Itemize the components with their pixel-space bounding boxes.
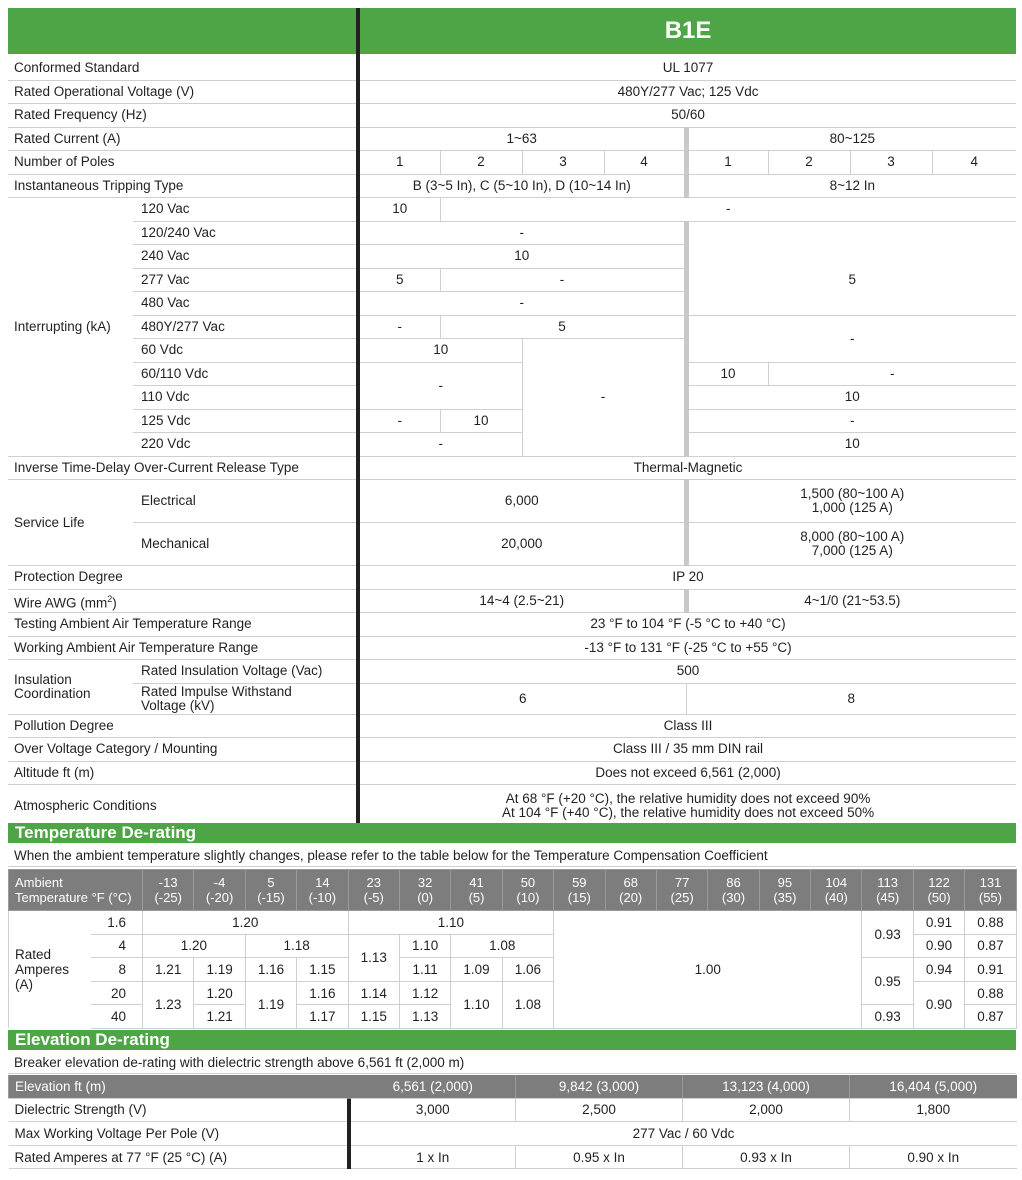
int-value: - [358,292,686,316]
insulation-label [8,660,133,715]
specification-table [8,8,1016,827]
voltage-125vdc: 125 Vdc [133,409,358,433]
int-value: 10 [358,339,522,363]
coef-cell: 0.93 [862,1005,913,1029]
coef-cell: 1.21 [143,958,194,982]
tripping-label: Instantaneous Tripping Type [8,174,358,198]
coef-cell: 0.87 [965,1005,1016,1029]
int-value: - [768,362,1016,386]
elevation-level: 6,561 (2,000) [349,1075,516,1098]
working-temp-label: Working Ambient Air Temperature Range [8,636,358,660]
pole-cell: 1 [686,151,768,175]
elevation-level: 13,123 (4,000) [683,1075,850,1098]
protection-label: Protection Degree [8,566,358,590]
electrical-high-line1: 1,500 (80~100 A) [800,486,905,501]
release-type-value: Thermal-Magnetic [358,456,1016,480]
coef-cell: 1.09 [451,958,502,982]
max-voltage-label: Max Working Voltage Per Pole (V) [9,1122,349,1146]
testing-temp-value: 23 °F to 104 °F (-5 °C to +40 °C) [358,613,1016,637]
tripping-high: 8~12 In [686,174,1016,198]
mechanical-high-line1: 8,000 (80~100 A) [800,529,905,544]
pollution-value: Class III [358,714,1016,738]
rated-amps-label: Rated Amperes at 77 °F (25 °C) (A) [9,1145,349,1169]
int-blank [686,221,1016,245]
coef-cell: 1.16 [245,958,296,982]
max-voltage-value: 277 Vac / 60 Vdc [349,1122,1017,1146]
tripping-low: B (3~5 In), C (5~10 In), D (10~14 In) [358,174,686,198]
coef-cell: 1.10 [399,934,450,958]
int-value: - [522,339,686,457]
temp-col: 23 (-5) [348,870,399,911]
atmospheric-value [358,785,1016,828]
temp-col: 86 (30) [708,870,759,911]
voltage-220vdc: 220 Vdc [133,433,358,457]
rated-amps-value: 0.93 x In [683,1145,850,1169]
temperature-note: When the ambient temperature slightly changes, please refer to the table below for the Temperature Compensation Coefficient [8,845,1016,867]
int-value: - [358,315,440,339]
coef-cell: 1.15 [348,1005,399,1029]
int-value: 10 [358,198,440,222]
mechanical-label: Mechanical [133,523,358,566]
rated-frequency-value: 50/60 [358,104,1016,128]
pole-cell: 3 [850,151,932,175]
insulation-label-line1: Insulation [14,671,72,687]
rated-amps-value: 0.90 x In [850,1145,1017,1169]
coef-cell: 0.91 [913,911,964,935]
working-temp-value: -13 °F to 131 °F (-25 °C to +55 °C) [358,636,1016,660]
coef-cell: 1.20 [143,911,349,935]
int-value: - [440,268,686,292]
temp-col: 77 (25) [656,870,707,911]
coef-cell: 0.93 [862,911,913,958]
int-value: 5 [358,268,440,292]
pole-cell: 2 [440,151,522,175]
electrical-high [686,480,1016,523]
int-value: - [686,409,1016,433]
model-title: B1E [358,8,1016,56]
int-value: 5 [440,315,686,339]
elevation-derating-table [8,1075,1017,1169]
insulation-label-line2: Coordination [14,685,91,701]
mechanical-low: 20,000 [358,523,686,566]
mechanical-high [686,523,1016,566]
rated-amps-value: 0.95 x In [516,1145,683,1169]
int-value: - [358,362,522,409]
dielectric-value: 1,800 [850,1098,1017,1122]
int-value: - [358,221,686,245]
voltage-120vac: 120 Vac [133,198,358,222]
dielectric-value: 3,000 [349,1098,516,1122]
coef-cell: 1.12 [399,981,450,1005]
temp-col: 59 (15) [554,870,605,911]
amp-value: 40 [91,1005,143,1029]
coef-cell: 1.15 [297,958,348,982]
ambient-header [9,870,143,911]
int-value: 10 [686,362,768,386]
overvoltage-value: Class III / 35 mm DIN rail [358,738,1016,762]
header-blank [8,8,358,56]
voltage-277vac: 277 Vac [133,268,358,292]
pole-cell: 3 [522,151,604,175]
int-value: 10 [686,386,1016,410]
impulse-label-line2: Voltage (kV) [141,697,215,713]
service-life-label: Service Life [8,480,133,566]
pole-cell: 1 [358,151,440,175]
temp-col: 5 (-15) [245,870,296,911]
coef-cell: 1.19 [245,981,296,1028]
rated-insulation-value: 500 [358,660,1016,684]
impulse-high: 8 [686,683,1016,714]
coef-cell: 1.13 [399,1005,450,1029]
impulse-label-line1: Rated Impulse Withstand [141,683,292,699]
amp-value: 20 [91,981,143,1005]
rated-amps-value: 1 x In [349,1145,516,1169]
interrupting-label: Interrupting (kA) [8,198,133,457]
int-value: 10 [358,245,686,269]
voltage-110vdc: 110 Vdc [133,386,358,410]
dielectric-label: Dielectric Strength (V) [9,1098,349,1122]
rated-insulation-label: Rated Insulation Voltage (Vac) [133,660,358,684]
mechanical-high-line2: 7,000 (125 A) [811,543,893,558]
atmospheric-label: Atmospheric Conditions [8,785,358,828]
temp-col: 131 (55) [965,870,1016,911]
coef-cell: 1.23 [143,981,194,1028]
coef-cell: 1.14 [348,981,399,1005]
elevation-level: 9,842 (3,000) [516,1075,683,1098]
coef-cell: 1.11 [399,958,450,982]
rated-amperes-label: Rated Amperes (A) [9,911,91,1029]
pole-cell: 2 [768,151,850,175]
coef-cell: 1.10 [348,911,554,935]
coef-cell: 1.16 [297,981,348,1005]
int-value: - [440,198,1016,222]
dielectric-value: 2,500 [516,1098,683,1122]
conformed-standard-value: UL 1077 [358,56,1016,81]
temp-col: 14 (-10) [297,870,348,911]
coef-cell: 0.88 [965,911,1016,935]
coef-cell: 0.90 [913,981,964,1028]
coef-cell: 1.20 [143,934,246,958]
wire-label-close: ) [112,595,117,610]
temp-col: 122 (50) [913,870,964,911]
temp-col: 95 (35) [759,870,810,911]
pole-cell: 4 [604,151,686,175]
temp-col: 104 (40) [811,870,862,911]
coef-cell: 1.08 [451,934,554,958]
elevation-note: Breaker elevation de-rating with dielectric strength above 6,561 ft (2,000 m) [8,1052,1016,1074]
conformed-standard-label: Conformed Standard [8,56,358,81]
coef-cell: 1.19 [194,958,245,982]
wire-low: 14~4 (2.5~21) [358,589,686,613]
coef-cell: 1.13 [348,934,399,981]
temperature-derating-table [8,869,1017,1029]
voltage-60vdc: 60 Vdc [133,339,358,363]
electrical-low: 6,000 [358,480,686,523]
temp-col: -13 (-25) [143,870,194,911]
altitude-value: Does not exceed 6,561 (2,000) [358,761,1016,785]
pollution-label: Pollution Degree [8,714,358,738]
wire-high: 4~1/0 (21~53.5) [686,589,1016,613]
int-value: - [358,409,440,433]
voltage-240vac: 240 Vac [133,245,358,269]
int-value: - [358,433,522,457]
electrical-high-line2: 1,000 (125 A) [811,500,893,515]
int-value: 5 [686,245,1016,316]
coef-cell: 1.21 [194,1005,245,1029]
atmospheric-line1: At 68 °F (+20 °C), the relative humidity does not exceed 90% [505,791,871,806]
dielectric-value: 2,000 [683,1098,850,1122]
protection-value: IP 20 [358,566,1016,590]
release-type-label: Inverse Time-Delay Over-Current Release Type [8,456,358,480]
rated-current-label: Rated Current (A) [8,127,358,151]
voltage-120-240vac: 120/240 Vac [133,221,358,245]
elevation-level: 16,404 (5,000) [850,1075,1017,1098]
rated-current-low: 1~63 [358,127,686,151]
poles-label: Number of Poles [8,151,358,175]
amp-value: 4 [91,934,143,958]
amp-value: 1.6 [91,911,143,935]
coef-cell: 0.90 [913,934,964,958]
coef-cell: 0.95 [862,958,913,1005]
int-value: 10 [686,433,1016,457]
coef-cell: 0.91 [965,958,1016,982]
coef-cell: 1.18 [245,934,348,958]
rated-voltage-label: Rated Operational Voltage (V) [8,80,358,104]
temp-col: 113 (45) [862,870,913,911]
coef-cell: 1.17 [297,1005,348,1029]
rated-current-high: 80~125 [686,127,1016,151]
coef-cell: 1.20 [194,981,245,1005]
impulse-label [133,683,358,714]
altitude-label: Altitude ft (m) [8,761,358,785]
int-value: - [686,315,1016,362]
temp-col: 68 (20) [605,870,656,911]
coef-cell: 0.94 [913,958,964,982]
elevation-section-title: Elevation De-rating [8,1030,1016,1050]
coef-cell: 0.88 [965,981,1016,1005]
voltage-480y-277vac: 480Y/277 Vac [133,315,358,339]
temp-col: 50 (10) [502,870,553,911]
temp-col: -4 (-20) [194,870,245,911]
pole-cell: 4 [932,151,1016,175]
voltage-480vac: 480 Vac [133,292,358,316]
coef-cell: 1.10 [451,981,502,1028]
impulse-low: 6 [358,683,686,714]
rated-frequency-label: Rated Frequency (Hz) [8,104,358,128]
temp-col: 32 (0) [399,870,450,911]
wire-label-sup: 2 [107,593,113,604]
voltage-60-110vdc: 60/110 Vdc [133,362,358,386]
ambient-header-line1: Ambient [15,875,63,890]
int-value: 10 [440,409,522,433]
electrical-label: Electrical [133,480,358,523]
ambient-header-line2: Temperature °F (°C) [15,890,132,905]
rated-voltage-value: 480Y/277 Vac; 125 Vdc [358,80,1016,104]
coef-cell: 1.06 [502,958,553,982]
elevation-header-label: Elevation ft (m) [9,1075,349,1098]
atmospheric-line2: At 104 °F (+40 °C), the relative humidity does not exceed 50% [501,805,875,820]
amp-value: 8 [91,958,143,982]
wire-label [8,589,358,613]
coef-cell: 1.00 [554,911,862,1029]
overvoltage-label: Over Voltage Category / Mounting [8,738,358,762]
coef-cell: 0.87 [965,934,1016,958]
wire-label-text: Wire AWG (mm [14,595,108,610]
temp-col: 41 (5) [451,870,502,911]
coef-cell: 1.08 [502,981,553,1028]
testing-temp-label: Testing Ambient Air Temperature Range [8,613,358,637]
temperature-section-title: Temperature De-rating [8,823,1016,843]
